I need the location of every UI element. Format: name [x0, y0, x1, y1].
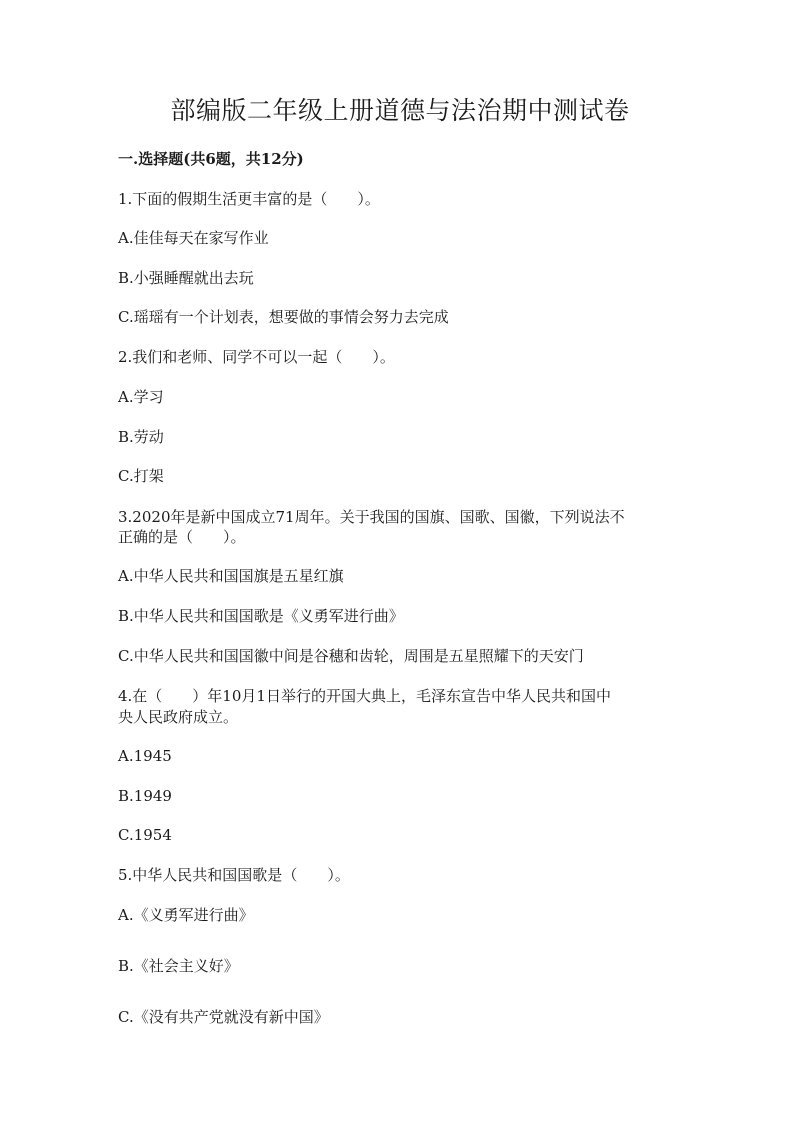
question-4-option-b: B.1949 [118, 787, 172, 805]
question-3-option-c: C.中华人民共和国国徽中间是谷穗和齿轮，周围是五星照耀下的天安门 [118, 647, 584, 665]
question-3-option-a: A.中华人民共和国国旗是五星红旗 [118, 567, 344, 585]
question-5-option-c: C.《没有共产党就没有新中国》 [118, 1008, 329, 1026]
question-5-option-a: A.《义勇军进行曲》 [118, 906, 254, 924]
question-3-stem-line-1: 3.2020年是新中国成立71周年。关于我国的国旗、国歌、国徽，下列说法不 [118, 508, 625, 526]
section-heading: 一.选择题(共6题，共12分) [118, 150, 304, 168]
question-3-stem-line-2: 正确的是（ ）。 [118, 528, 246, 546]
question-4-option-c: C.1954 [118, 826, 172, 844]
question-3-option-b: B.中华人民共和国国歌是《义勇军进行曲》 [118, 607, 404, 625]
question-5-stem: 5.中华人民共和国国歌是（ ）。 [118, 866, 350, 884]
question-1-stem: 1.下面的假期生活更丰富的是（ ）。 [118, 190, 380, 208]
page-title: 部编版二年级上册道德与法治期中测试卷 [170, 96, 630, 125]
question-2-option-c: C.打架 [118, 467, 164, 485]
question-5-option-b: B.《社会主义好》 [118, 957, 239, 975]
question-2-stem: 2.我们和老师、同学不可以一起（ ）。 [118, 348, 395, 366]
question-4-stem-line-2: 央人民政府成立。 [118, 708, 239, 726]
question-1-option-a: A.佳佳每天在家写作业 [118, 229, 269, 247]
question-1-option-b: B.小强睡醒就出去玩 [118, 269, 254, 287]
question-2-option-b: B.劳动 [118, 428, 164, 446]
question-2-option-a: A.学习 [118, 388, 164, 406]
question-1-option-c: C.瑶瑶有一个计划表，想要做的事情会努力去完成 [118, 308, 449, 326]
question-4-option-a: A.1945 [118, 747, 172, 765]
question-4-stem-line-1: 4.在（ ）年10月1日举行的开国大典上，毛泽东宣告中华人民共和国中 [118, 687, 611, 705]
